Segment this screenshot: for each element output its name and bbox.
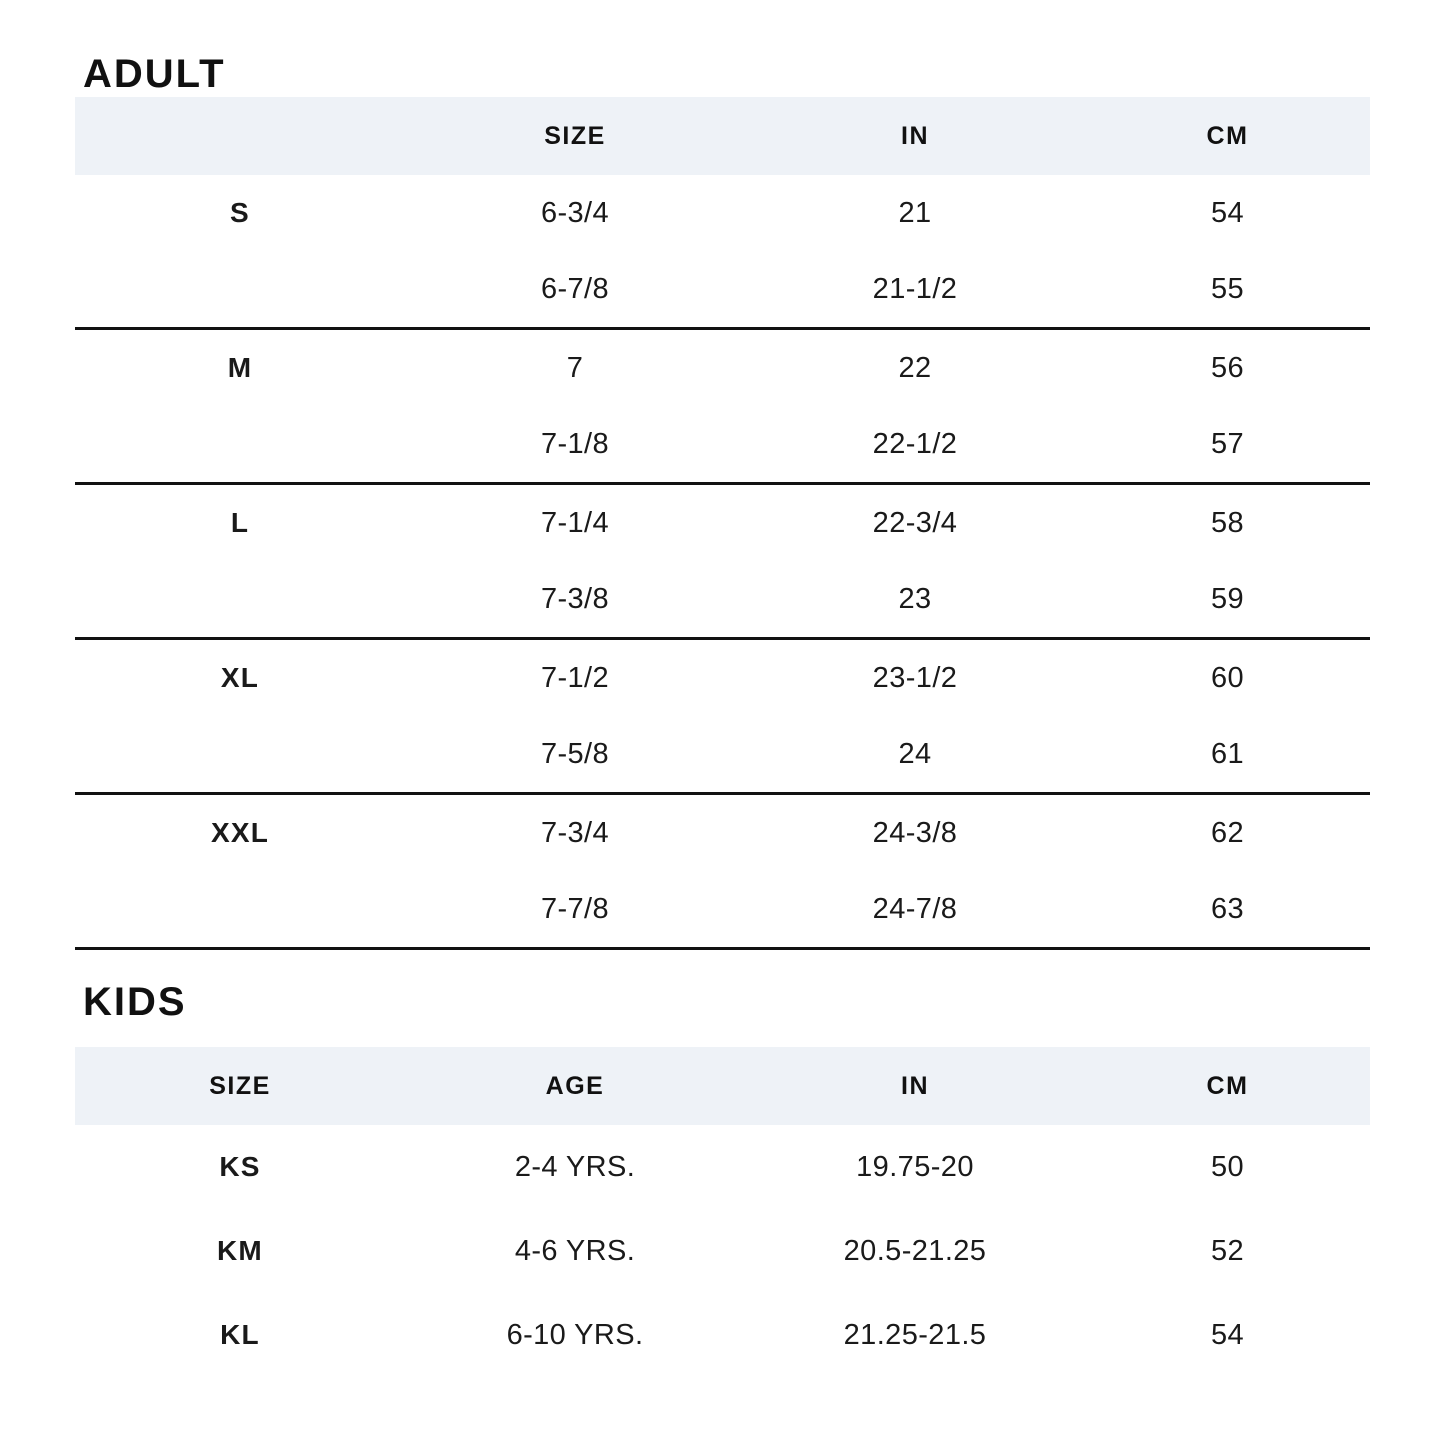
table-row — [75, 175, 1370, 251]
cell-size: 7-1/8 — [405, 406, 745, 484]
column-header-cm: CM — [1085, 1047, 1370, 1125]
table-row — [75, 716, 1370, 794]
cell-size: 7 — [566, 351, 584, 384]
adult-table-body — [75, 175, 1370, 949]
cell-cm: 58 — [1210, 506, 1245, 539]
cell-size: 7-1/2 — [540, 661, 610, 694]
adult-table-header — [75, 97, 1370, 175]
cell-cm: 50 — [1210, 1150, 1245, 1183]
column-header-cm: CM — [1085, 97, 1370, 175]
table-row — [75, 251, 1370, 329]
table-row — [75, 484, 1370, 562]
row-size-label: XL — [220, 662, 260, 693]
cell-cm: 54 — [1210, 196, 1245, 229]
row-size-label: S — [230, 197, 250, 228]
page-title-adult: ADULT — [83, 52, 226, 96]
cell-size: 7-5/8 — [405, 716, 745, 794]
cell-size: 6-7/8 — [405, 251, 745, 329]
cell-size: 7-3/8 — [405, 561, 745, 639]
row-size-label — [75, 716, 405, 794]
row-size-label: KL — [220, 1319, 260, 1350]
cell-in: 24-3/8 — [872, 816, 958, 849]
cell-in: 22-1/2 — [745, 406, 1085, 484]
table-row — [75, 639, 1370, 717]
cell-in: 19.75-20 — [856, 1150, 974, 1183]
table-row — [75, 871, 1370, 949]
table-row — [75, 1125, 1370, 1209]
table-header-row — [75, 97, 1370, 175]
adult-size-table — [75, 97, 1370, 950]
cell-cm: 57 — [1085, 406, 1370, 484]
row-size-label — [75, 406, 405, 484]
row-size-label — [75, 871, 405, 949]
kids-table-header — [75, 1047, 1370, 1125]
cell-age: 2-4 YRS. — [514, 1150, 636, 1183]
cell-cm: 62 — [1210, 816, 1245, 849]
cell-in: 22 — [898, 351, 932, 384]
table-row — [75, 1293, 1370, 1377]
cell-size: 7-1/4 — [540, 506, 610, 539]
row-size-label: L — [230, 507, 250, 538]
cell-size: 7-3/4 — [540, 816, 610, 849]
row-size-label: M — [227, 352, 253, 383]
column-header-blank — [75, 97, 405, 175]
cell-in: 24 — [745, 716, 1085, 794]
cell-in: 23 — [745, 561, 1085, 639]
cell-in: 24-7/8 — [745, 871, 1085, 949]
cell-size: 6-3/4 — [540, 196, 610, 229]
cell-age: 4-6 YRS. — [514, 1234, 636, 1267]
cell-in: 21.25-21.5 — [843, 1318, 987, 1351]
table-header-row — [75, 1047, 1370, 1125]
table-row — [75, 561, 1370, 639]
cell-cm: 55 — [1085, 251, 1370, 329]
cell-cm: 54 — [1210, 1318, 1245, 1351]
row-size-label — [75, 561, 405, 639]
column-header-size: SIZE — [405, 97, 745, 175]
row-size-label: KS — [219, 1151, 261, 1182]
cell-in: 21-1/2 — [745, 251, 1085, 329]
kids-size-table — [75, 1047, 1370, 1377]
cell-in: 20.5-21.25 — [843, 1234, 987, 1267]
table-row — [75, 329, 1370, 407]
cell-cm: 60 — [1210, 661, 1245, 694]
cell-in: 23-1/2 — [872, 661, 958, 694]
column-header-in: IN — [745, 97, 1085, 175]
cell-cm: 63 — [1085, 871, 1370, 949]
column-header-in: IN — [745, 1047, 1085, 1125]
row-size-label: KM — [217, 1235, 263, 1266]
column-header-age: AGE — [405, 1047, 745, 1125]
table-row — [75, 1209, 1370, 1293]
cell-in: 21 — [898, 196, 932, 229]
cell-cm: 56 — [1210, 351, 1245, 384]
cell-cm: 61 — [1085, 716, 1370, 794]
page-title-kids: KIDS — [83, 980, 187, 1024]
cell-cm: 52 — [1210, 1234, 1245, 1267]
table-row — [75, 794, 1370, 872]
cell-age: 6-10 YRS. — [506, 1318, 644, 1351]
cell-cm: 59 — [1085, 561, 1370, 639]
table-row — [75, 406, 1370, 484]
row-size-label: XXL — [210, 817, 270, 848]
kids-table-body — [75, 1125, 1370, 1377]
column-header-size: SIZE — [75, 1047, 405, 1125]
row-size-label — [75, 251, 405, 329]
cell-in: 22-3/4 — [872, 506, 958, 539]
cell-size: 7-7/8 — [405, 871, 745, 949]
